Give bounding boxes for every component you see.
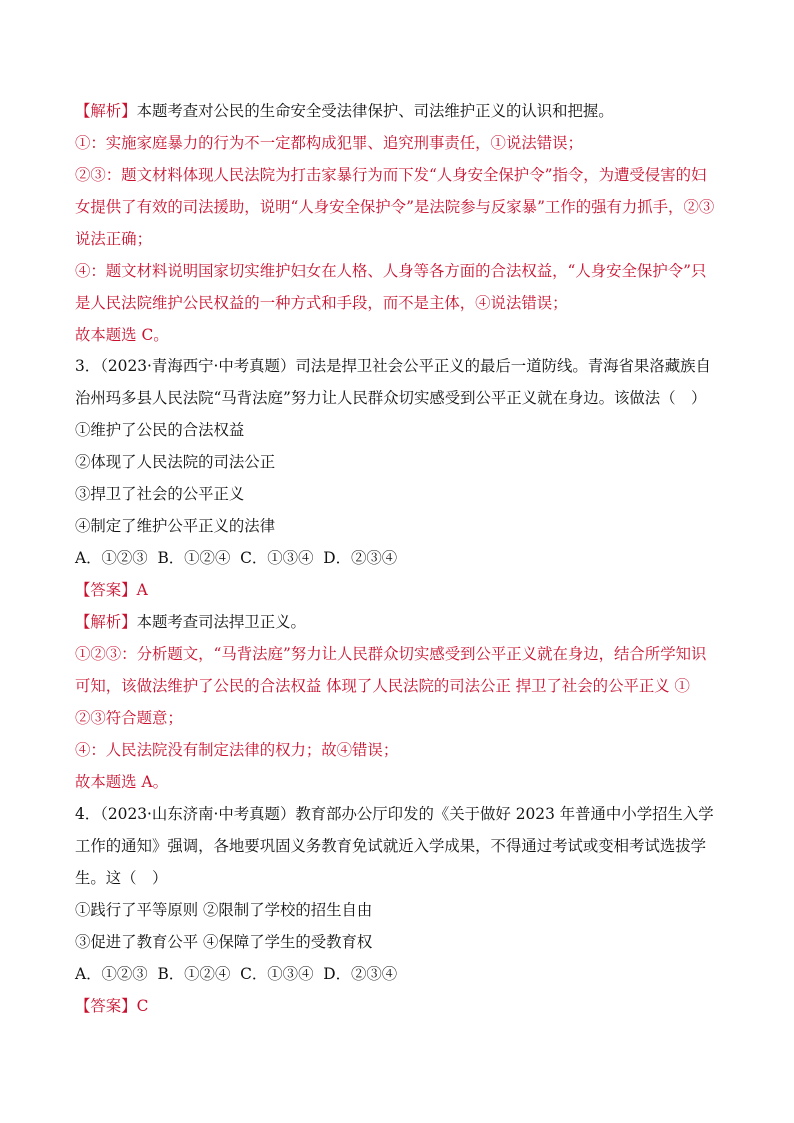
q3-answer-line bbox=[75, 580, 735, 600]
q3-item-3: ③捍卫了社会的公平正义 bbox=[75, 485, 245, 503]
q3-item-2: ②体现了人民法院的司法公正 bbox=[75, 453, 276, 471]
answer-tag: 【答案】 bbox=[75, 997, 137, 1015]
q4-stem-line1: 4．（2023·山东济南·中考真题）教育部办公厅印发的《关于做好 2023 年普通中小学招生入学 bbox=[75, 805, 714, 823]
q4-items-line1: ①践行了平等原则 ②限制了学校的招生自由 bbox=[75, 901, 373, 919]
q3-conclusion: 故本题选 A。 bbox=[75, 773, 168, 791]
q2-option23-explanation-line1: ②③：题文材料体现人民法院为打击家暴行为而下发“人身安全保护令”指令，为遭受侵害的妇 bbox=[75, 166, 707, 184]
q4-answer-line bbox=[75, 996, 735, 1016]
q3-stem-line2: 治州玛多县人民法院“马背法庭”努力让人民群众切实感受到公平正义就在身边。该做法（ ） bbox=[75, 389, 707, 407]
q3-item-1: ①维护了公民的合法权益 bbox=[75, 421, 245, 439]
q4-stem-line2: 工作的通知》强调，各地要巩固义务教育免试就近入学成果，不得通过考试或变相考试选拔学 bbox=[75, 837, 707, 855]
analysis-text: 本题考查对公民的生命安全受法律保护、司法维护正义的认识和把握。 bbox=[136, 102, 614, 120]
q3-option123-explanation-line2: 可知，该做法维护了公民的合法权益 体现了人民法院的司法公正 捍卫了社会的公平正义 ① bbox=[75, 677, 690, 695]
q2-option4-explanation-line2: 是人民法院维护公民权益的一种方式和手段，而不是主体，④说法错误； bbox=[75, 294, 568, 312]
q2-option23-explanation-line2: 女提供了有效的司法援助，说明“人身安全保护令”是法院参与反家暴”工作的强有力抓手，②③ bbox=[75, 198, 715, 216]
analysis-tag: 【解析】 bbox=[75, 102, 137, 120]
q4-items-line2: ③促进了教育公平 ④保障了学生的受教育权 bbox=[75, 933, 373, 951]
q3-stem-line1: 3．（2023·青海西宁·中考真题）司法是捍卫社会公平正义的最后一道防线。青海省果洛藏族自 bbox=[75, 357, 711, 375]
q2-option4-explanation-line1: ④：题文材料说明国家切实维护妇女在人格、人身等各方面的合法权益，“人身安全保护令”只 bbox=[75, 262, 707, 280]
q2-option23-explanation-line3: 说法正确； bbox=[75, 230, 152, 248]
answer-value: A bbox=[136, 581, 148, 599]
analysis-text: 本题考查司法捍卫正义。 bbox=[136, 613, 306, 631]
q4-choices: A．①②③ B．①②④ C．①③④ D．②③④ bbox=[75, 965, 398, 983]
q2-conclusion: 故本题选 C。 bbox=[75, 326, 169, 344]
q4-stem-line3: 生。这（ ） bbox=[75, 869, 168, 887]
q3-option4-explanation: ④：人民法院没有制定法律的权力；故④错误； bbox=[75, 741, 399, 759]
q2-option1-explanation: ①：实施家庭暴力的行为不一定都构成犯罪、追究刑事责任，①说法错误； bbox=[75, 134, 583, 152]
q3-item-4: ④制定了维护公平正义的法律 bbox=[75, 517, 276, 535]
q3-option123-explanation-line1: ①②③：分析题文，“马背法庭”努力让人民群众切实感受到公平正义就在身边，结合所学知识 bbox=[75, 645, 707, 663]
analysis-tag: 【解析】 bbox=[75, 613, 137, 631]
answer-value: C bbox=[136, 997, 149, 1015]
q3-choices: A．①②③ B．①②④ C．①③④ D．②③④ bbox=[75, 549, 398, 567]
q2-analysis-line bbox=[75, 101, 735, 121]
q3-analysis-line bbox=[75, 612, 735, 632]
q3-option123-explanation-line3: ②③符合题意； bbox=[75, 709, 183, 727]
answer-tag: 【答案】 bbox=[75, 581, 137, 599]
